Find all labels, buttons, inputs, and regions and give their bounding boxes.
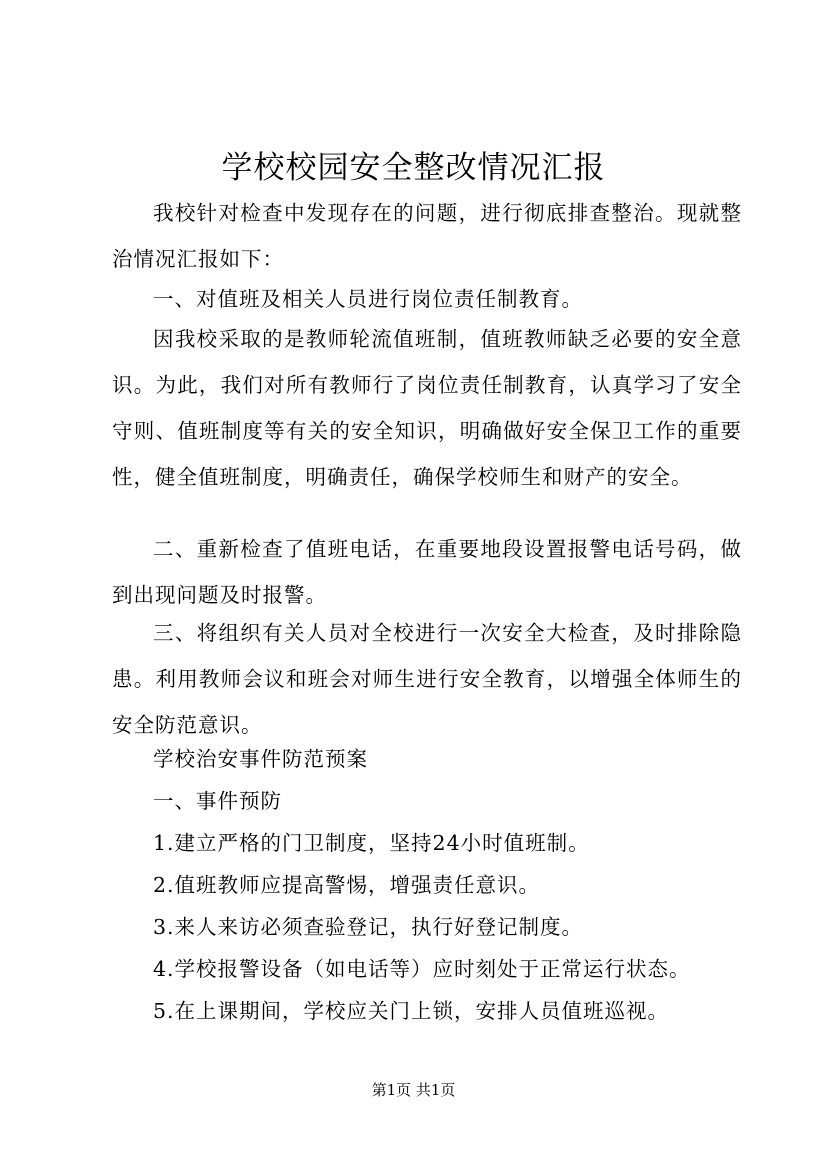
list-item-1: 1.建立严格的门卫制度，坚持24小时值班制。 — [153, 831, 590, 855]
paragraph-plan-title: 学校治安事件防范预案 — [153, 747, 368, 771]
list-item-4: 4.学校报警设备（如电话等）应时刻处于正常运行状态。 — [153, 957, 691, 981]
list-item-5: 5.在上课期间，学校应关门上锁，安排人员值班巡视。 — [153, 999, 670, 1023]
paragraph-heading-3: 三、将组织有关人员对全校进行一次安全大检查，及时排除隐患。利用教师会议和班会对师生进行安全教育，以增强全体师生的安全防范意识。 — [112, 621, 742, 737]
list-item-2: 2.值班教师应提高警惕，增强责任意识。 — [153, 873, 541, 897]
paragraph-heading-2: 二、重新检查了值班电话，在重要地段设置报警电话号码，做到出现问题及时报警。 — [112, 537, 742, 607]
page-footer: 第1页 共1页 — [371, 1081, 456, 1099]
list-item-3: 3.来人来访必须查验登记，执行好登记制度。 — [153, 915, 584, 939]
paragraph-intro: 我校针对检查中发现存在的问题，进行彻底排查整治。现就整治情况汇报如下： — [112, 201, 742, 271]
document-title: 学校校园安全整改情况汇报 — [221, 150, 606, 186]
paragraph-heading-1: 一、对值班及相关人员进行岗位责任制教育。 — [153, 287, 583, 311]
paragraph-section-prevention: 一、事件预防 — [153, 789, 282, 813]
paragraph-body-1: 因我校采取的是教师轮流值班制，值班教师缺乏必要的安全意识。为此，我们对所有教师行了岗位责任制教育，认真学习了安全守则、值班制度等有关的安全知识，明确做好安全保卫工作的重要性，健全值班制度，明确责任，确保学校师生和财产的安全。 — [112, 327, 742, 489]
